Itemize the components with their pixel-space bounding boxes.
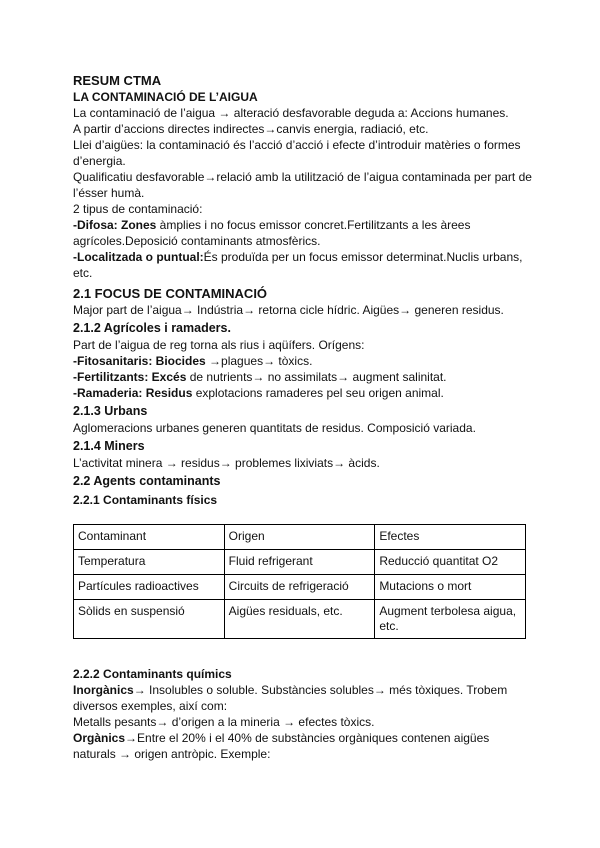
difosa-text: àmplies i no focus emissor concret.Fertilitzants a les àrees agrícoles.Deposició contaminants atmosfèrics. xyxy=(73,218,471,248)
section-title: LA CONTAMINACIÓ DE L’AIGUA xyxy=(73,90,258,104)
table-header-cell: Origen xyxy=(224,525,375,550)
s213-text: Aglomeracions urbanes generen quantitats de residus. Composició variada. xyxy=(73,421,476,435)
heading-2-2: 2.2 Agents contaminants xyxy=(73,474,221,488)
ramaderia-item xyxy=(73,385,533,401)
intro-paragraph-4: Qualificatiu desfavorable→relació amb la utilització de l’aigua contaminada per part de l’ésser humà. xyxy=(73,170,532,200)
heading-2-1-3: 2.1.3 Urbans xyxy=(73,404,148,418)
localitzada-item xyxy=(73,249,533,281)
metalls-text: Metalls pesants→ d’origen a la mineria → efectes tòxics. xyxy=(73,715,375,729)
inorganics-item xyxy=(73,682,533,714)
document-content xyxy=(73,72,533,762)
s212-text: Part de l’aigua de reg torna als rius i aqüífers. Orígens: xyxy=(73,338,365,352)
table-cell: Augment terbolesa aigua, etc. xyxy=(375,600,526,639)
s21-text: Major part de l’aigua→ Indústria→ retorna cicle hídric. Aigües→ generen residus. xyxy=(73,303,504,317)
fertilitzants-item xyxy=(73,369,533,385)
document-title: RESUM CTMA xyxy=(73,73,162,88)
localitzada-label: -Localitzada o puntual: xyxy=(73,250,204,264)
localitzada-text: És produïda per un focus emissor determinat.Nuclis urbans, etc. xyxy=(73,250,523,280)
table-row xyxy=(74,550,526,575)
table-header-cell: Contaminant xyxy=(74,525,225,550)
intro-paragraph-1: La contaminació de l’aigua → alteració desfavorable deguda a: Accions humanes. xyxy=(73,106,509,120)
table-cell: Reducció quantitat O2 xyxy=(375,550,526,575)
table-cell: Circuits de refrigeració xyxy=(224,575,375,600)
intro-paragraph-5: 2 tipus de contaminació: xyxy=(73,202,203,216)
fertilitzants-text: de nutrients→ no assimilats→ augment salinitat. xyxy=(186,370,447,384)
table-header-cell: Efectes xyxy=(375,525,526,550)
difosa-item xyxy=(73,217,533,249)
spacer xyxy=(73,639,533,664)
difosa-label: -Difosa: Zones xyxy=(73,218,157,232)
fitosanitaris-item xyxy=(73,353,533,369)
heading-2-1: 2.1 FOCUS DE CONTAMINACIÓ xyxy=(73,286,268,301)
table-row xyxy=(74,575,526,600)
table-cell: Temperatura xyxy=(74,550,225,575)
organics-label: Orgànics xyxy=(73,731,126,745)
intro-paragraph-3: Llei d’aigües: la contaminació és l’acció d’acció i efecte d’introduir matèries o formes d’energia. xyxy=(73,138,521,168)
heading-2-1-2: 2.1.2 Agrícoles i ramaders. xyxy=(73,321,231,335)
organics-item xyxy=(73,730,533,762)
heading-2-2-1: 2.2.1 Contaminants físics xyxy=(73,493,218,507)
organics-text: →Entre el 20% i el 40% de substàncies orgàniques contenen aigües naturals → origen antròpic. Exemple: xyxy=(73,731,490,761)
table-cell: Partícules radioactives xyxy=(74,575,225,600)
table-cell: Fluid refrigerant xyxy=(224,550,375,575)
table-cell: Aigües residuals, etc. xyxy=(224,600,375,639)
fitosanitaris-label: -Fitosanitaris: Biocides xyxy=(73,354,206,368)
fertilitzants-label: -Fertilitzants: Excés xyxy=(73,370,187,384)
fitosanitaris-text: →plagues→ tòxics. xyxy=(205,354,313,368)
heading-2-2-2: 2.2.2 Contaminants químics xyxy=(73,667,232,681)
heading-2-1-4: 2.1.4 Miners xyxy=(73,439,145,453)
table-header-row xyxy=(74,525,526,550)
ramaderia-text: explotacions ramaderes pel seu origen animal. xyxy=(192,386,444,400)
s214-text: L’activitat minera → residus→ problemes lixiviats→ àcids. xyxy=(73,456,380,470)
inorganics-text: → Insolubles o soluble. Substàncies solubles→ més tòxiques. Trobem diversos exemples, així com: xyxy=(73,683,508,713)
physical-contaminants-table xyxy=(73,524,526,639)
intro-paragraph-2: A partir d’accions directes indirectes→canvis energia, radiació, etc. xyxy=(73,122,429,136)
table-cell: Mutacions o mort xyxy=(375,575,526,600)
table-cell: Sòlids en suspensió xyxy=(74,600,225,639)
table-row xyxy=(74,600,526,639)
inorganics-label: Inorgànics xyxy=(73,683,134,697)
ramaderia-label: -Ramaderia: Residus xyxy=(73,386,193,400)
